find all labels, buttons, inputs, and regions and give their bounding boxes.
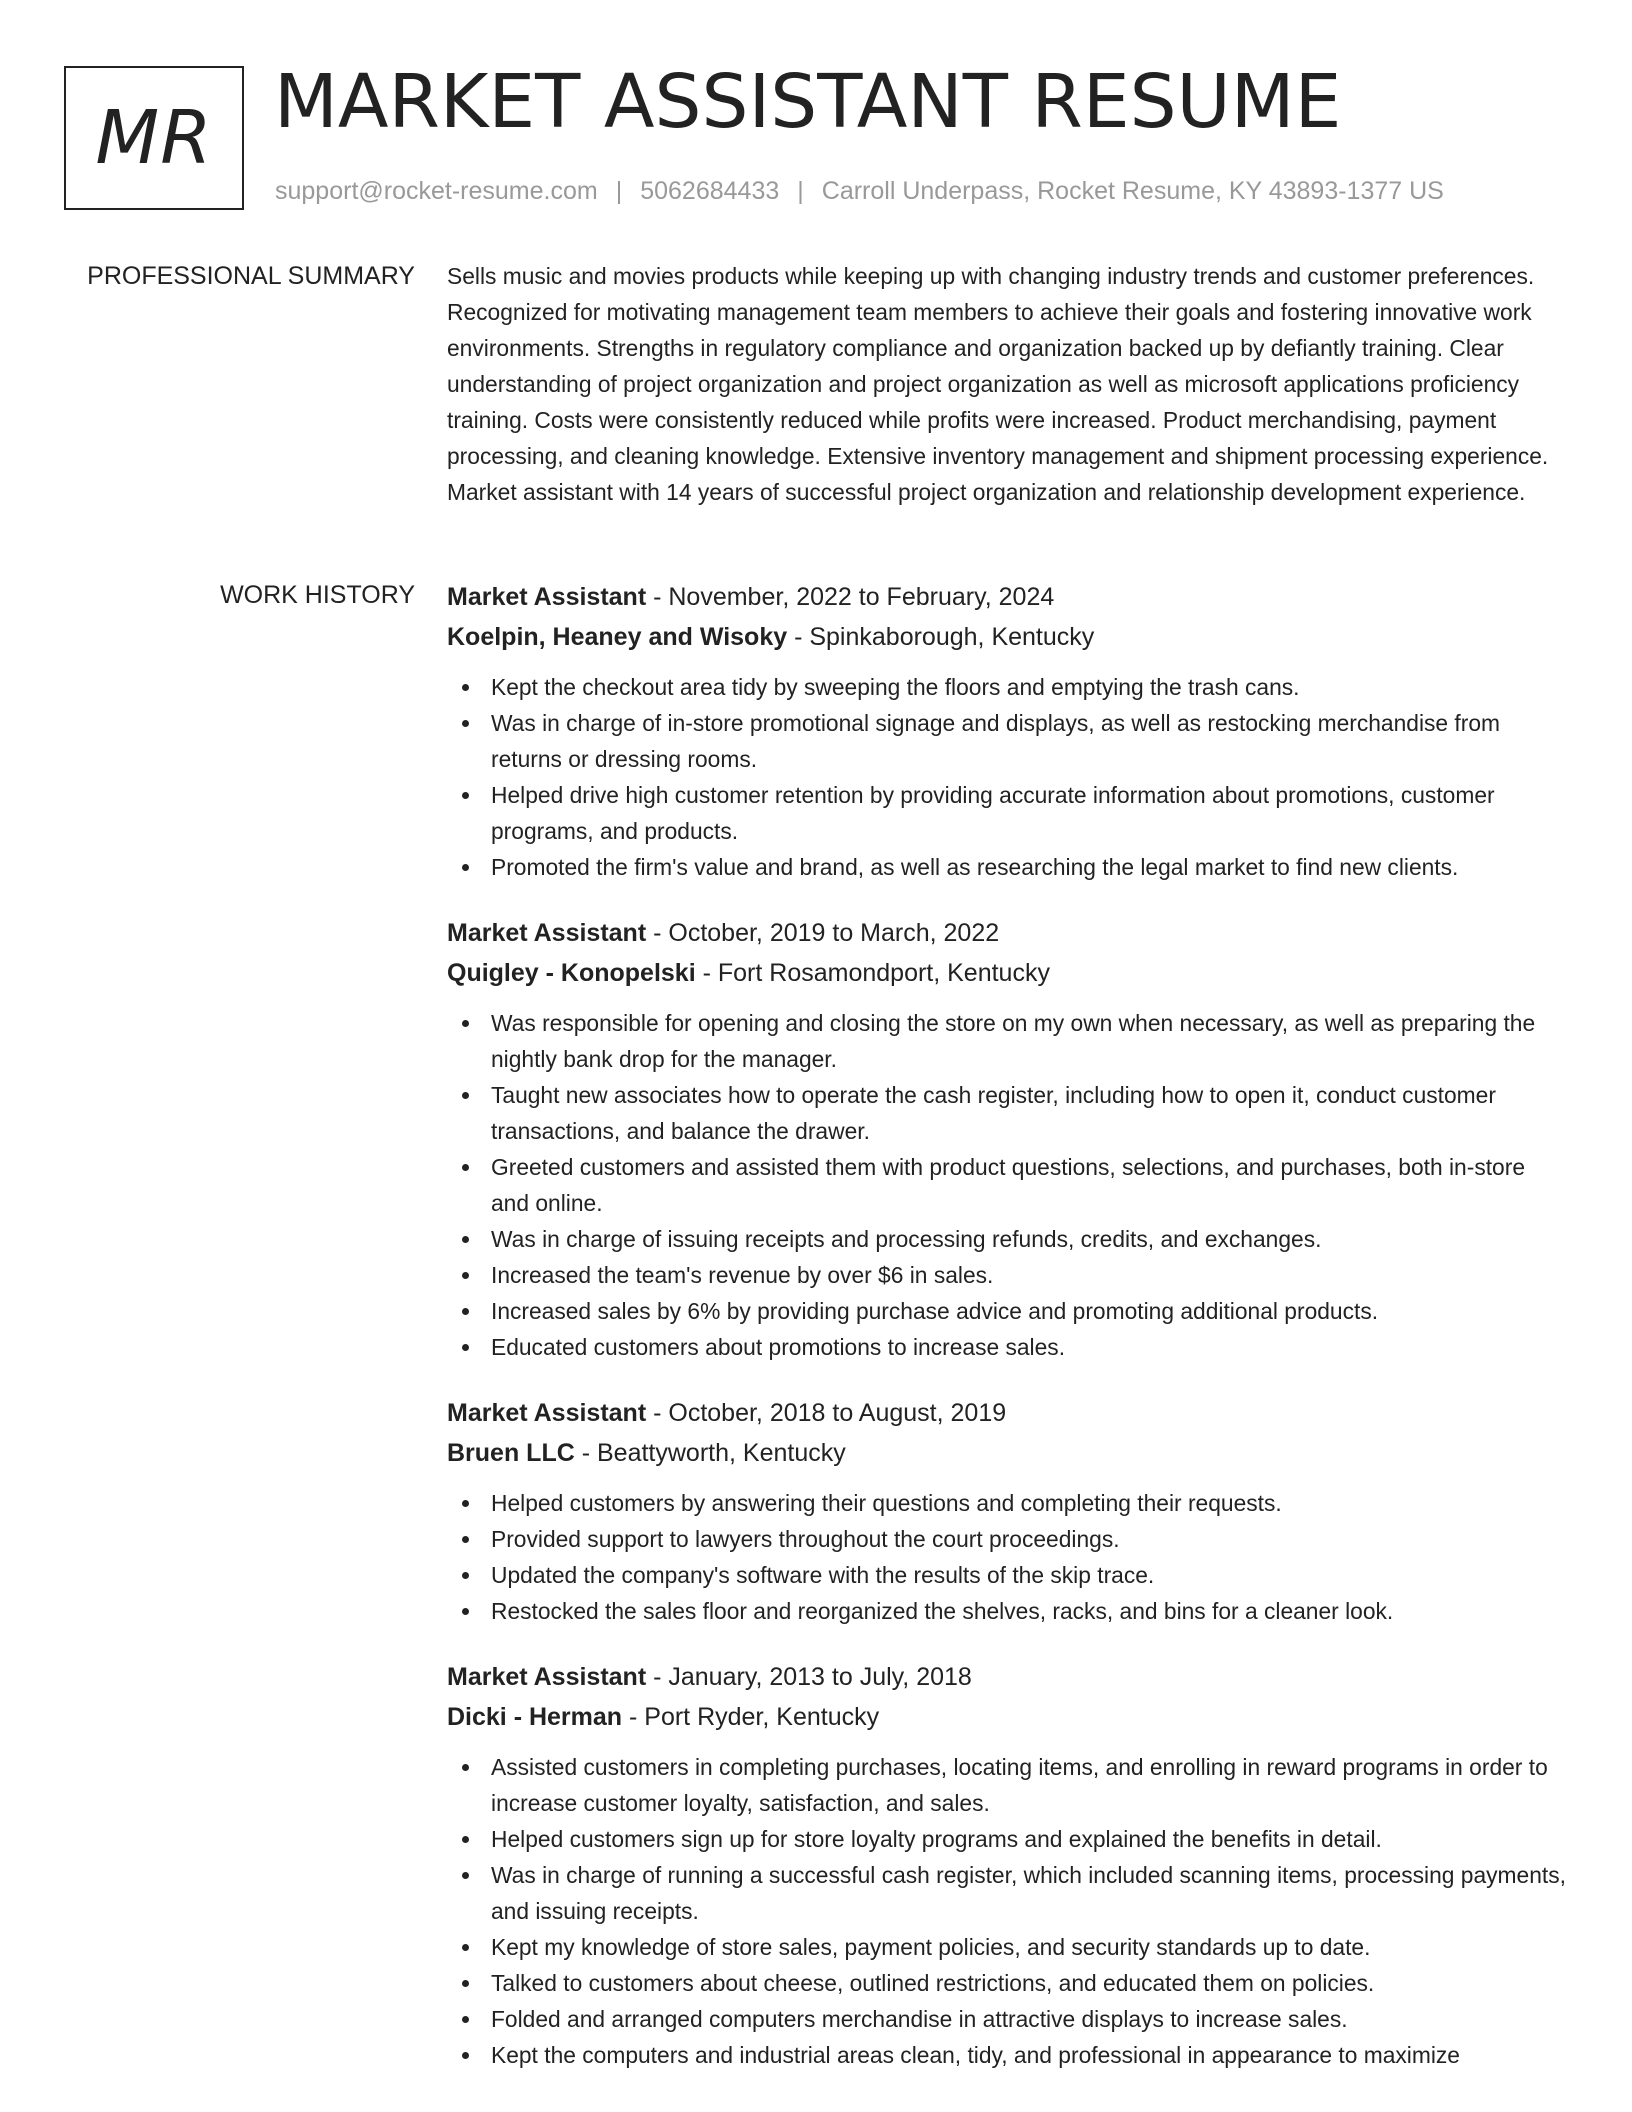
job-title-line [447, 1393, 1567, 1433]
contact-line [275, 174, 1444, 208]
job-location: - Beattyworth, Kentucky [574, 1439, 846, 1467]
job-title-line [447, 577, 1567, 617]
work-history-body [447, 577, 1567, 2101]
job-entry [447, 1657, 1567, 2073]
job-dates: - November, 2022 to February, 2024 [646, 583, 1055, 611]
job-company-line [447, 617, 1567, 657]
job-company: Bruen LLC [447, 1439, 575, 1467]
contact-address: Carroll Underpass, Rocket Resume, KY 43893-1377 US [821, 177, 1444, 205]
job-dates: - October, 2018 to August, 2019 [646, 1399, 1007, 1427]
job-company: Dicki - Herman [447, 1703, 623, 1731]
contact-separator: | [615, 177, 623, 205]
job-company: Koelpin, Heaney and Wisoky [447, 623, 788, 651]
contact-separator: | [797, 177, 804, 205]
job-dates: - October, 2019 to March, 2022 [646, 919, 1000, 947]
job-bullet-item: Folded and arranged computers merchandise in attractive displays to increase sales. [447, 2001, 1567, 2037]
job-role: Market Assistant [447, 919, 647, 947]
job-company-line [447, 953, 1567, 993]
job-bullets [447, 669, 1567, 885]
job-location: - Fort Rosamondport, Kentucky [695, 959, 1050, 987]
job-bullet-item: Educated customers about promotions to increase sales. [447, 1329, 1567, 1365]
job-bullet-item: Restocked the sales floor and reorganized the shelves, racks, and bins for a cleaner look. [447, 1593, 1567, 1629]
monogram-initials: MR [95, 95, 213, 181]
job-bullet-item: Kept the computers and industrial areas clean, tidy, and professional in appearance to maximize [447, 2037, 1567, 2073]
job-bullet-item: Kept the checkout area tidy by sweeping the floors and emptying the trash cans. [447, 669, 1567, 705]
job-bullet-item: Helped drive high customer retention by providing accurate information about promotions, customer programs, and products. [447, 777, 1567, 849]
job-bullets [447, 1005, 1567, 1365]
job-bullet-item: Provided support to lawyers throughout the court proceedings. [447, 1521, 1567, 1557]
job-bullet-item: Kept my knowledge of store sales, payment policies, and security standards up to date. [447, 1929, 1567, 1965]
resume-title: MARKET ASSISTANT RESUME [274, 59, 1342, 145]
job-bullet-item: Was in charge of in-store promotional signage and displays, as well as restocking merchandise from returns or dressing rooms. [447, 705, 1567, 777]
monogram-box [64, 66, 244, 210]
job-entry [447, 1393, 1567, 1629]
job-bullets [447, 1749, 1567, 2073]
job-bullet-item: Helped customers by answering their questions and completing their requests. [447, 1485, 1567, 1521]
job-bullet-item: Talked to customers about cheese, outlined restrictions, and educated them on policies. [447, 1965, 1567, 2001]
job-entry [447, 577, 1567, 885]
job-bullet-item: Greeted customers and assisted them with product questions, selections, and purchases, both in-store and online. [447, 1149, 1567, 1221]
job-bullet-item: Was in charge of running a successful cash register, which included scanning items, processing payments, and issuing receipts. [447, 1857, 1567, 1929]
job-title-line [447, 913, 1567, 953]
job-bullet-item: Updated the company's software with the results of the skip trace. [447, 1557, 1567, 1593]
job-bullets [447, 1485, 1567, 1629]
job-bullet-item: Assisted customers in completing purchases, locating items, and enrolling in reward programs in order to increase customer loyalty, satisfaction, and sales. [447, 1749, 1567, 1821]
job-location: - Spinkaborough, Kentucky [787, 623, 1095, 651]
job-company: Quigley - Konopelski [447, 959, 696, 987]
job-role: Market Assistant [447, 583, 647, 611]
summary-text: Sells music and movies products while keeping up with changing industry trends and customer preferences. Recognized for motivating management team members to achieve their goals and fostering innovative work environments. Strengths in regulatory compliance and organization backed up by defiantly training. Clear understanding of project organization and project organization as well as microsoft applications proficiency training. Costs were consistently reduced while profits were increased. Product merchandising, payment processing, and cleaning knowledge. Extensive inventory management and shipment processing experience. Market assistant with 14 years of successful project organization and relationship development experience. [447, 263, 1549, 505]
job-location: - Port Ryder, Kentucky [622, 1703, 880, 1731]
work-history-heading: WORK HISTORY [220, 581, 415, 609]
job-company-line [447, 1697, 1567, 1737]
job-bullet-item: Helped customers sign up for store loyalty programs and explained the benefits in detail. [447, 1821, 1567, 1857]
job-bullet-item: Increased sales by 6% by providing purchase advice and promoting additional products. [447, 1293, 1567, 1329]
job-company-line [447, 1433, 1567, 1473]
job-entry [447, 913, 1567, 1365]
job-bullet-item: Was in charge of issuing receipts and processing refunds, credits, and exchanges. [447, 1221, 1567, 1257]
job-bullet-item: Taught new associates how to operate the cash register, including how to open it, conduct customer transactions, and balance the drawer. [447, 1077, 1567, 1149]
job-bullet-item: Was responsible for opening and closing the store on my own when necessary, as well as preparing the nightly bank drop for the manager. [447, 1005, 1567, 1077]
job-bullet-item: Promoted the firm's value and brand, as well as researching the legal market to find new clients. [447, 849, 1567, 885]
job-bullet-item: Increased the team's revenue by over $6 in sales. [447, 1257, 1567, 1293]
job-role: Market Assistant [447, 1399, 647, 1427]
job-role: Market Assistant [447, 1663, 647, 1691]
contact-phone: 5062684433 [640, 177, 780, 205]
summary-body [447, 258, 1567, 510]
job-dates: - January, 2013 to July, 2018 [646, 1663, 972, 1691]
summary-heading: PROFESSIONAL SUMMARY [87, 262, 415, 290]
contact-email: support@rocket-resume.com [275, 177, 598, 205]
job-title-line [447, 1657, 1567, 1697]
